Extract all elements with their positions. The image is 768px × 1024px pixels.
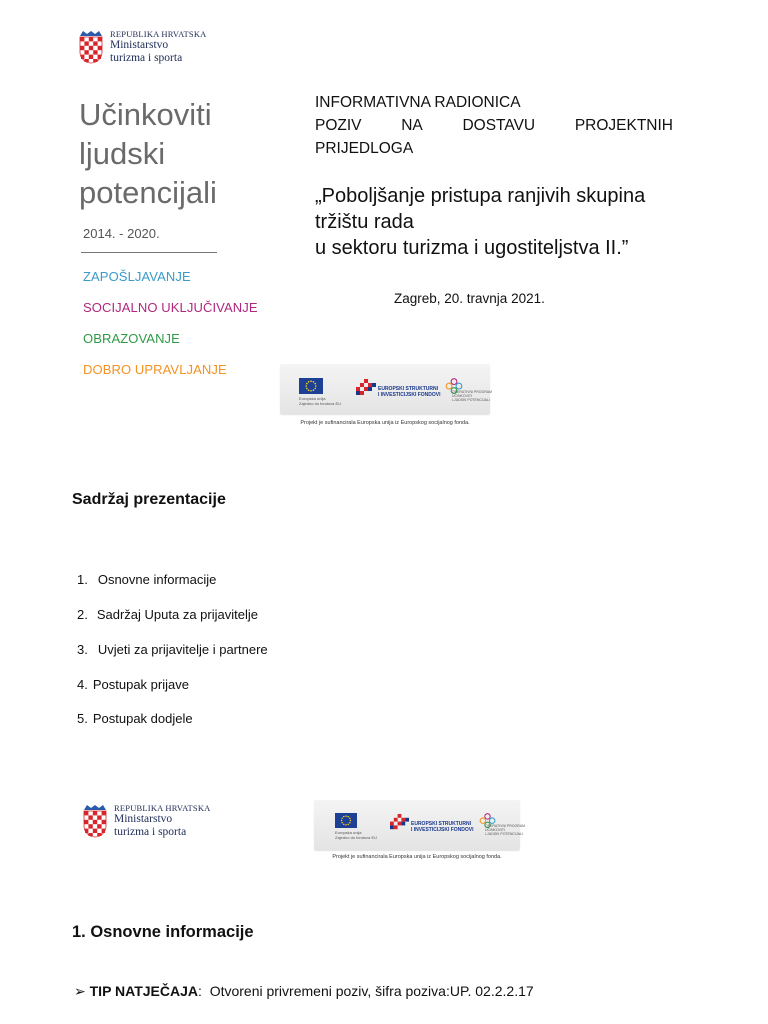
esi-funds-text: EUROPSKI STRUKTURNI I INVESTICIJSKI FONDOVI (411, 821, 474, 833)
workshop-header (315, 91, 673, 160)
list-item: 3. Uvjeti za prijavitelje i partnere (77, 642, 268, 657)
call-title-line2: tržištu rada (315, 211, 414, 233)
ministry-line2: Ministarstvo (110, 39, 169, 52)
esi-funds-text: EUROPSKI STRUKTURNI I INVESTICIJSKI FONDOVI (378, 386, 441, 398)
programme-title-line3: potencijali (79, 175, 217, 210)
call-title (315, 183, 645, 261)
croatian-coat-of-arms-icon (78, 30, 104, 64)
ministry-line3: turizma i sporta (114, 825, 187, 838)
workshop-line2-word: POZIV (315, 117, 362, 134)
pillar-social-inclusion: SOCIJALNO UKLJUČIVANJE (83, 300, 258, 315)
section-1-heading: 1. Osnovne informacije (72, 923, 254, 941)
workshop-line2-word: DOSTAVU (462, 117, 536, 134)
op-caption: OPERATIVNI UČINKOVITI LJUDSKI POTENCIJALI (452, 390, 490, 402)
workshop-line1: INFORMATIVNA RADIONICA (315, 94, 521, 111)
call-title-line3: u sektoru turizma i ugostiteljstva II.” (315, 237, 629, 259)
workshop-line2 (315, 114, 673, 137)
workshop-line2-word: PROJEKTNIH (574, 117, 673, 134)
programme-years: 2014. - 2020. (83, 226, 160, 241)
croatian-checkerboard-icon (356, 379, 376, 399)
cofinancing-note: Projekt je sufinancirala Europska unija iz Europskog socijalnog fonda. (332, 854, 502, 860)
call-type-value: Otvoreni privremeni poziv, šifra poziva:UP. 02.2.2.17 (209, 983, 534, 999)
ministry-logo (82, 804, 211, 838)
croatian-checkerboard-icon (390, 814, 409, 833)
programme-title-line1: Učinkoviti (79, 97, 212, 132)
call-type-label: TIP NATJEČAJA (89, 983, 199, 999)
ministry-line2: Ministarstvo (114, 813, 173, 826)
eu-caption: Europska unija Zajedno do fondova EU (299, 396, 342, 406)
contents-list (77, 572, 377, 732)
workshop-line3: PRIJEDLOGA (315, 140, 414, 157)
contents-heading: Sadržaj prezentacije (72, 491, 226, 508)
ministry-name (110, 30, 207, 64)
ministry-line1: REPUBLIKA HRVATSKA (110, 29, 207, 39)
list-item: 2. Sadržaj Uputa za prijavitelje (77, 607, 258, 622)
workshop-line2-word: NA (401, 117, 423, 134)
ministry-line3: turizma i sporta (110, 51, 183, 64)
list-item: 5. Postupak dodjele (77, 711, 193, 726)
ministry-name (114, 804, 211, 838)
call-title-line1: „Poboljšanje pristupa ranjivih skupina (315, 185, 646, 207)
pillar-education: OBRAZOVANJE (83, 331, 180, 346)
op-caption: OPERATIVNI UČINKOVITI LJUDSKI POTENCIJALI (485, 824, 523, 836)
eu-flag-icon (335, 813, 357, 828)
eu-funding-strip (314, 800, 523, 864)
list-item: 4. Postupak prijave (77, 677, 189, 692)
ministry-line1: REPUBLIKA HRVATSKA (114, 803, 211, 813)
pillar-good-governance: DOBRO UPRAVLJANJE (83, 362, 227, 377)
programme-divider (81, 252, 217, 253)
pillar-employment: ZAPOŠLJAVANJE (83, 269, 191, 284)
dateline: Zagreb, 20. travnja 2021. (394, 291, 545, 306)
call-type-line: ➢ TIP NATJEČAJA: Otvoreni privremeni poziv, šifra poziva:UP. 02.2.2.17 (74, 983, 534, 999)
programme-title-line2: ljudski (79, 136, 166, 171)
eu-caption: Europska unija Zajedno do fondova EU (335, 830, 378, 840)
arrowhead-bullet-icon: ➢ (74, 983, 86, 999)
eu-flag-icon (299, 378, 323, 394)
list-item: 1. Osnovne informacije (77, 572, 217, 587)
eu-funding-strip (280, 364, 490, 444)
programme-title (79, 95, 217, 212)
cofinancing-note: Projekt je sufinancirala Europska unija iz Europskog socijalnog fonda. (300, 420, 470, 426)
croatian-coat-of-arms-icon (82, 804, 108, 838)
ministry-logo (78, 30, 207, 64)
